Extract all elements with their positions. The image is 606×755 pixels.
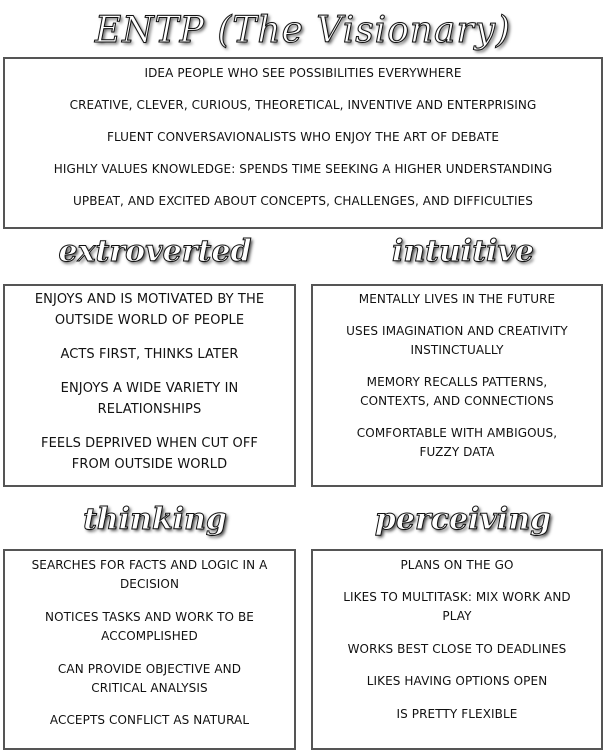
thinking-line: CRITICAL ANALYSIS [91,681,208,695]
perceiving-line: LIKES TO MULTITASK: MIX WORK AND [343,590,571,604]
perceiving-heading: perceiving [374,502,552,537]
thinking-box [3,549,296,750]
intuitive-line: MEMORY RECALLS PATTERNS, [366,375,548,389]
summary-box [3,57,603,229]
thinking-line: SEARCHES FOR FACTS AND LOGIC IN A [31,558,268,572]
extroverted-line: FROM OUTSIDE WORLD [71,457,228,472]
summary-line: HIGHLY VALUES KNOWLEDGE: SPENDS TIME SEEKING A HIGHER UNDERSTANDING [53,162,553,176]
intuitive-box [311,284,603,487]
perceiving-line: PLAY [442,609,472,623]
intuitive-line: COMFORTABLE WITH AMBIGOUS, [356,426,558,440]
intuitive-line: MENTALLY LIVES IN THE FUTURE [358,292,556,306]
summary-line: UPBEAT, AND EXCITED ABOUT CONCEPTS, CHALLENGES, AND DIFFICULTIES [73,194,533,208]
perceiving-line: LIKES HAVING OPTIONS OPEN [366,674,548,688]
summary-line: FLUENT CONVERSAVIONALISTS WHO ENJOY THE ART OF DEBATE [106,130,500,144]
summary-line: CREATIVE, CLEVER, CURIOUS, THEORETICAL, INVENTIVE AND ENTERPRISING [69,98,537,112]
thinking-heading: thinking [83,502,227,537]
perceiving-box [311,549,603,750]
summary-line: IDEA PEOPLE WHO SEE POSSIBILITIES EVERYWHERE [144,66,462,80]
thinking-line: ACCOMPLISHED [101,629,198,643]
extroverted-line: OUTSIDE WORLD OF PEOPLE [54,313,245,328]
extroverted-line: ENJOYS AND IS MOTIVATED BY THE [34,292,265,307]
intuitive-heading: intuitive [391,234,535,269]
extroverted-line: FEELS DEPRIVED WHEN CUT OFF [41,436,258,451]
thinking-line: ACCEPTS CONFLICT AS NATURAL [49,713,250,727]
intuitive-line: FUZZY DATA [419,445,495,459]
intuitive-line: USES IMAGINATION AND CREATIVITY [346,324,568,338]
page-title: ENTP (The Visionary) [94,10,512,51]
thinking-line: NOTICES TASKS AND WORK TO BE [45,610,254,624]
extroverted-line: RELATIONSHIPS [97,402,202,417]
intuitive-line: CONTEXTS, AND CONNECTIONS [360,394,554,408]
intuitive-line: INSTINCTUALLY [410,343,504,357]
thinking-line: DECISION [119,577,180,591]
extroverted-line: ENJOYS A WIDE VARIETY IN [60,381,239,396]
extroverted-heading: extroverted [58,234,252,269]
extroverted-line: ACTS FIRST, THINKS LATER [60,347,239,362]
perceiving-line: WORKS BEST CLOSE TO DEADLINES [347,642,567,656]
thinking-line: CAN PROVIDE OBJECTIVE AND [57,662,242,676]
perceiving-line: IS PRETTY FLEXIBLE [396,707,518,721]
extroverted-box [3,284,296,487]
perceiving-line: PLANS ON THE GO [400,558,514,572]
